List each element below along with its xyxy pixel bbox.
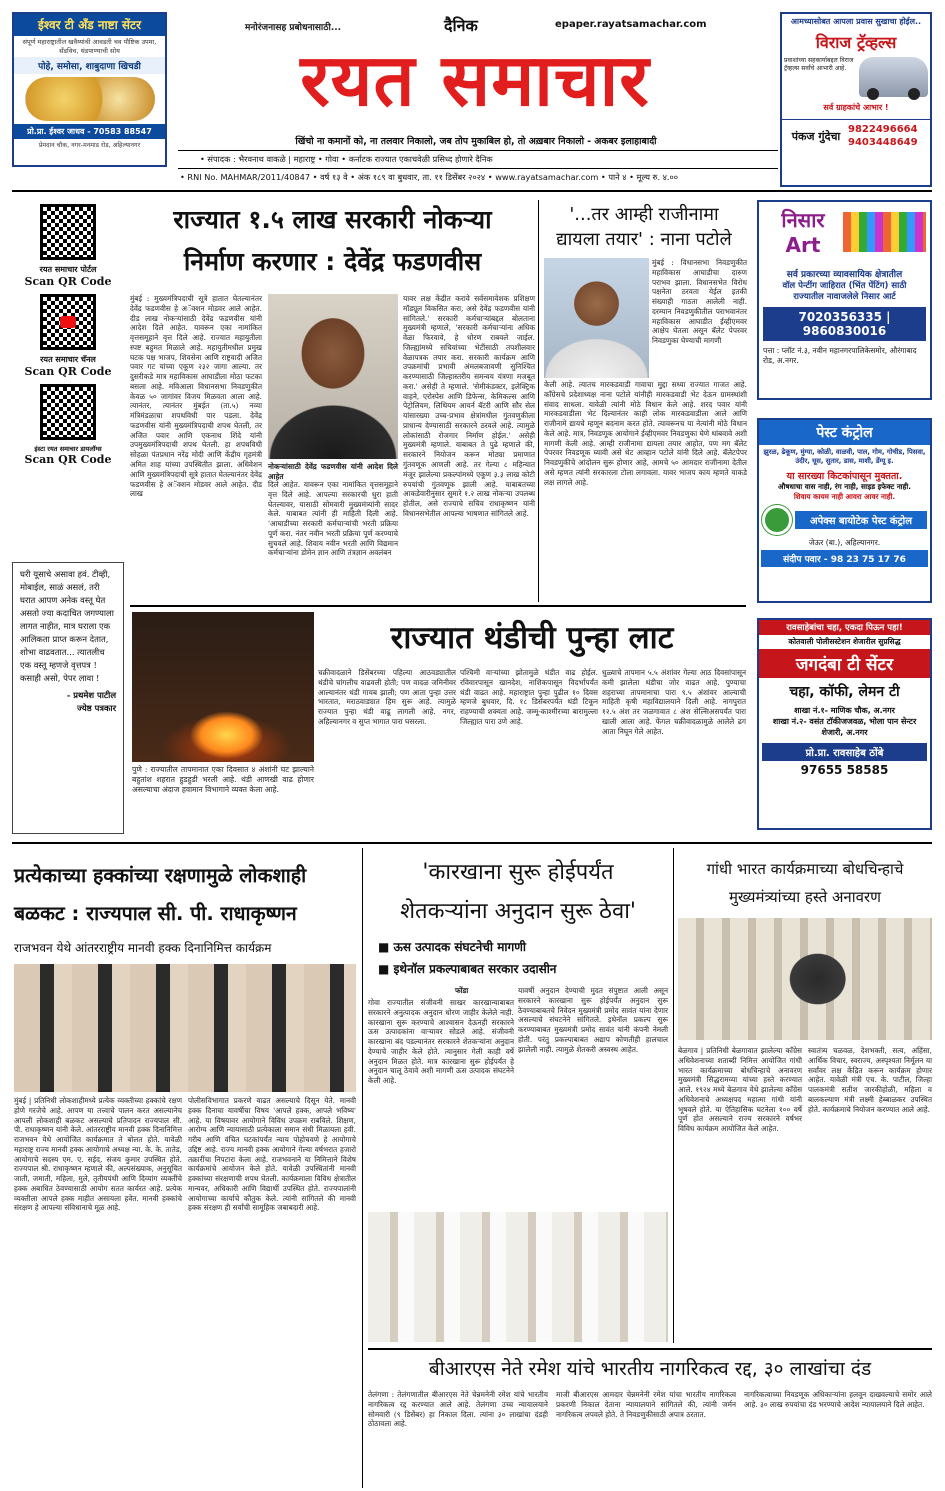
pest-control-ad[interactable] xyxy=(757,418,932,603)
left-ad-title: ईश्वर टी अँड नाष्टा सेंटर xyxy=(14,14,165,36)
masthead-daily: दैनिक xyxy=(444,16,478,35)
apex-logo-icon xyxy=(762,505,792,535)
meeting-photo xyxy=(368,1212,668,1342)
qr-code-insta[interactable] xyxy=(40,384,96,440)
nisar-phones[interactable]: 7020356335 | 9860830016 xyxy=(763,307,926,341)
story1-headline-2[interactable]: निर्माण करणार : देवेंद्र फडणवीस xyxy=(183,247,482,276)
nisar-line1: सर्व प्रकारच्या व्यावसायिक क्षेत्रातील xyxy=(786,270,903,280)
bonfire-photo xyxy=(132,612,314,762)
story2-headline-2[interactable]: द्यायला तयार' : नाना पटोले xyxy=(556,229,732,250)
masthead-title: रयत समाचार xyxy=(300,38,650,122)
qr-scan-channel: Scan QR Code xyxy=(24,365,112,378)
qr-label-portal: रयत समाचार पोर्टल xyxy=(39,265,97,274)
story4-col1: मुंबई | प्रतिनिधी लोकशाहीमध्ये प्रत्येक व्यक्तीच्या हक्कांचे रक्षण होणे गरजेचे आहे. आपण या तत्त्वाचे पालन करत असल्यानेच आपली लोकशाही बळकट असल्याचे प्रतिपादन राज्यपाल सी. पी. राधाकृष्णन यांनी केले. आंतरराष्ट्रीय मानवी हक्क दिनानिमित्त राजभवन येथे आयोजित कार्यक्रमात ते बोलत होते. यावेळी महाराष्ट्र राज्य मानवी हक्क आयोगाचे अध्यक्ष न्या. के. के. तातेड, आयोगाचे सदस्य एम. ए. सईद, संजय कुमार उपस्थित होते. राज्यपाल श्री. राधाकृष्णन म्हणाले की, अल्पसंख्याक, अनुसूचित जाती, जमाती, महिला, मुले, तृतीयपंथी आणि दिव्यांग व्यक्तींचे हक्क अबाधित ठेवण्यासाठी आयोग सतत कार्यरत आहे. प्रत्येक व्यक्तीला आपले हक्क माहीत असायला हवेत. मानवी हक्कांचे संरक्षण हे आपल्या संविधानाचे मूळ आहे. xyxy=(14,1096,182,1213)
pest-tagline: या सारख्या किटकांपासून मुक्तता. xyxy=(786,471,903,483)
fadnavis-photo xyxy=(268,294,398,459)
left-ad-food-photo xyxy=(25,77,155,121)
pest-line3: शिवाय कायम नाही आवरा आवर नाही. xyxy=(793,492,896,502)
story3-col1: चक्रीवादळाने डिसेंबरच्या पहिल्या आठवड्यातील थंडीचे चांगलीच वाढवली होती; पण वादळ जमिनीवर आल्यानंतर थंडी गायब झाली; पण आता पुन्हा उत्तर भारतात, मराठवाड्यात हिम सुरू आहे. त्यामुळे राज्यात पुन्हा थंडी वाढू लागली आहे. नगर, अहिल्यानगर व सुप्त भागात पारा घसरला. xyxy=(318,668,456,726)
story1-col3: यावर लक्ष केंद्रीत करावे सर्वसमावेशक प्रशिक्षण मॉड्यूल विकसित करा, असे देवेंद्र फडणवीस यांनी सांगितले.' सरकारी कर्मचाऱ्यांबद्दल बोलताना मुख्यमंत्री म्हणाले, 'सरकारी कर्मचाऱ्यांना अधिक वेळा फिरवावे, हे धोरण राबवले जाईल. जिल्ह्यांमध्ये सचिवांच्या भेटींसाठी तपशीलवार वेळापत्रक तयार करा. सरकारी कार्यक्रम आणि उपक्रमांची प्रभावी अंमलबजावणी सुनिश्चित करण्यासाठी जिल्हास्तरीय समन्वय यंत्रणा मजबूत करा.' असेही ते म्हणाले. 'सेमीकंडक्टर, इलेक्ट्रिक वाहने, एरोस्पेस आणि डिफेन्स, केमिकल्स आणि पेट्रोलियम, लिथियम आयर्न बॅटरी आणि सौर सेल यांसारख्या उच्च-प्रभाव क्षेत्रांमधील गुंतवणुकीला प्राधान्य देण्यासाठी सरकारने ठरवले आहे. त्यामुळे लोकांसाठी रोजगार निर्माण होईल.' असेही मुख्यमंत्री म्हणाले. याबाबत ते पुढे म्हणाले की, सरकारने नियोजन करून मोठ्या प्रमाणात गुंतवणूक आणली आहे. तर गेल्या ८ महिन्यात मंजूर झालेल्या प्रकल्पांमध्ये एकूण ३.३ लाख कोटी रुपयांची गुंतवणूक झाली आहे. याबाबतच्या आकडेवारीनुसार सुमारे १.२ लाख नोकऱ्या उपलब्ध होतील, असे राज्याचे सचिव राधाकृष्णन यांनी विधानसभेतील आपल्या भाषणात सांगितले आहे. xyxy=(403,294,535,518)
story4-headline-2[interactable]: बळकट : राज्यपाल सी. पी. राधाकृष्णन xyxy=(14,902,297,925)
story7-col2: माजी बीआरएस आमदार चेन्नमनेनी रमेश यांचा भारतीय नागरिकत्व प्रकरणी निकाल देताना न्यायालयाने सांगितले की, त्यांनी जर्मन नागरिकत्व लपवले होते. ते निवडणुकीसाठी अपात्र ठरतात. xyxy=(556,1390,736,1419)
masthead-editor-line: • संपादक : भैरवनाथ वाकळे | महाराष्ट्र • गोवा • कर्नाटक राज्यात एकाचवेळी प्रसिध्द होणारे दैनिक xyxy=(200,154,493,164)
pest-company: अपेक्स बायोटेक पेस्ट कंट्रोल xyxy=(795,511,927,529)
story5-col1: गोवा राज्यातील संजीवनी साखर कारखान्याबाबत सरकारने अनुत्पादक अनुदान धोरण जाहीर केलेले नाही. कारखाना सुरू करण्याचे आश्वासन देऊनही सरकारने ऊस उत्पादकांना वाऱ्यावर सोडले आहे. संजीवनी कारखाना बंद पडल्यानंतर सरकारने शेतकऱ्यांना अनुदान देण्याचे जाहीर केले होते. त्यानुसार गेली काही वर्षे अनुदान मिळत होते. मात्र कारखाना सुरू होईपर्यंत हे अनुदान चालू ठेवावे अशी मागणी ऊस उत्पादक संघटनेने केली आहे. xyxy=(368,998,514,1086)
right-ad-person: पंकज गुंदेचा xyxy=(791,129,841,143)
tea-items: चहा, कॉफी, लेमन टी xyxy=(789,684,900,700)
tea-owner: प्रो.प्रा. रावसाहेब ठोंबे xyxy=(762,743,927,761)
nisar-address: पत्ता : प्लॉट नं.३, नवीन महानगरपालिकेसमोर, औरंगाबाद रोड, अ.नगर. xyxy=(763,346,917,365)
youtube-icon xyxy=(60,316,76,328)
left-ad-address: प्रेमदान चौक, नगर-मनमाड रोड, अहिल्यानगर xyxy=(38,142,141,150)
story5-headline-2[interactable]: शेतकऱ्यांना अनुदान सुरू ठेवा' xyxy=(400,899,636,924)
nisar-line3: राज्यातील नावाजलेले निसार आर्ट xyxy=(793,292,896,302)
masthead-tagline: मनोरंजनासह प्रबोधनासाठी... xyxy=(245,23,342,33)
left-ad-desc: संपूर्ण महाराष्ट्रातील खवैय्यांची आवडती चव पौष्टिक उपमा, सँडविच, थंडपाण्याची सोय xyxy=(22,38,157,55)
tea-branch2: शाखा नं.२- वसंत टॉकीजजवळ, भोला पान सेन्टर शेजारी, अ.नगर xyxy=(772,717,917,737)
tea-branch1: शाखा नं.१- माणिक चौक, अ.नगर xyxy=(794,706,895,715)
right-ad-name: विराज ट्रॅव्हल्स xyxy=(815,33,897,52)
story3-col2: पश्चिमी वाऱ्यांच्या झोतामुळे थंडीत वाढ होईल. रविवारपासून खानदेश, नाशिकपासून विदर्भापर्यंत थंडी वाढत आहे. महाराष्ट्रात पुन्हा पुढील १० दिवस म्हणजे बुधवार, दि. १८ डिसेंबरपर्यंत थंडी टिकून राहण्याची शक्यता आहे. जम्मू-काश्मीरच्या बारामुल्ला जिल्ह्यात पारा उणे आहे. xyxy=(460,668,598,726)
qr-column xyxy=(12,200,124,550)
pest-address: जेऊर (बा.), अहिल्यानगर. xyxy=(808,538,881,548)
story5-label: फोंडा xyxy=(455,986,469,995)
story5-bullet-2-text: इथेनॉल प्रकल्पाबाबत सरकार उदासीन xyxy=(393,962,557,976)
masthead-info-line: • RNI No. MAHMAR/2011/40847 • वर्ष १३ वे • अंक १८९ वा बुधवार, ता. ११ डिसेंबर २०२४ • www.rayatsamachar.com • पाने ४ • मूल्य रु. ४.०० xyxy=(180,172,679,182)
editorial-author: - प्रथमेश पाटील xyxy=(66,690,116,701)
tea-top: रावसाहेबांचा चहा, एकदा पिऊन पहा! xyxy=(759,620,930,635)
editorial-text: घरी यूसाचे असावा हवं. टीव्ही, मोबाईल, साळं असलं, तरी घरात आपण अनेक वस्तू घेत असतो ज्या कदाचित जगण्याला लागत नाहीत, मात्र घराला एक आलिकता प्राप्त करून देतात, शोभा वाढवतात... त्यातलीच एक वस्तू म्हणजे वृत्तपत्र ! कसाही असो, पेपर लावा ! xyxy=(20,569,114,684)
story5-col2: यावर्षी अनुदान देण्याची मुदत संपुष्टात आली असून सरकारने कारखाना सुरू होईपर्यंत अनुदान सुरू ठेवण्याबाबतचे निवेदन मुख्यमंत्री प्रमोद सावंत यांना देणार असल्याचे संघटनेने सांगितले. इथेनॉल प्रकल्प सुरू करण्याबाबत मुख्यमंत्री प्रमोद सावंत यांनी कंपनी नेमली होती. परंतु प्रकल्पाबाबत अद्याप कोणतीही हालचाल झालेली नाही. त्यामुळे शेतकरी अस्वस्थ आहेत. xyxy=(518,986,668,1054)
story4-col2: पोलीसविभागात प्रकरणे वाढत असल्याचे दिसून येते. मानवी हक्क दिनाचा यावर्षीचा विषय 'आपले हक्क, आपले भविष्य' आहे. या विषयावर आयोगाने विविध उपक्रम राबविले. शिक्षण, आरोग्य आणि न्यायासाठी प्रत्येकाला समान संधी मिळायला हवी. गरीब आणि वंचित घटकांपर्यंत न्याय पोहोचवणे हे आयोगाचे उद्दिष्ट आहे. राज्य मानवी हक्क आयोगाने गेल्या वर्षभरात हजारो तक्रारींचा निपटारा केला आहे. राजभवनाने या निमित्ताने विशेष कार्यक्रमांचे आयोजन केले होते. यावेळी उपस्थितांनी मानवी हक्कांच्या संरक्षणाची शपथ घेतली. कार्यक्रमाला विविध क्षेत्रातील मान्यवर, अधिकारी आणि विद्यार्थी उपस्थित होते. राज्यपालांनी आयोगाच्या कार्याचे कौतुक केले. त्यांनी सांगितले की मानवी हक्क संरक्षण ही सर्वांची सामूहिक जबाबदारी आहे. xyxy=(188,1096,356,1213)
story2-headline-1[interactable]: '...तर आम्ही राजीनामा xyxy=(569,204,719,225)
story6-col2: स्वातंत्र्य चळवळ, देशभक्ती, सत्य, अहिंसा, आर्थिक विचार, स्वराज्य, अस्पृश्यता निर्मूलन या सर्वांवर लक्ष केंद्रित करून कार्यक्रम होणार आहेत. यावेळी मंत्री एच. के. पाटील, जिल्हा पालकमंत्री सतीश जारकीहोळी, महिला व बालकल्याण मंत्री लक्ष्मी हेब्बाळकर उपस्थित होते. कार्यक्रमाचे नियोजन करण्यात आले आहे. xyxy=(808,1046,932,1114)
story3-headline[interactable]: राज्यात थंडीची पुन्हा लाट xyxy=(390,620,674,656)
nisar-brand: निसार Art xyxy=(781,208,825,257)
story6-headline-1[interactable]: गांधी भारत कार्यक्रमाच्या बोधचिन्हाचे xyxy=(706,860,904,878)
pest-title: पेस्ट कंट्रोल xyxy=(759,420,930,445)
qr-scan-portal: Scan QR Code xyxy=(24,275,112,288)
nisar-art-ad[interactable] xyxy=(757,200,932,400)
qr-code-channel[interactable] xyxy=(40,294,96,350)
story5-headline-1[interactable]: 'कारखाना सुरू होईपर्यंत xyxy=(422,860,614,885)
patole-photo xyxy=(544,258,649,378)
gandhi-logo-photo xyxy=(678,918,932,1040)
tea-name: जगदंबा टी सेंटर xyxy=(759,649,930,678)
story1-col2: दिले आहेत. यावरून एका नामांकित वृत्तसमूहाने वृत्त दिले आहे. आपल्या सरकारची धुरा हाती घेतल्यावर, यासाठी सोमवारी मुख्यमंत्र्यांनी सादर केले. याबाबत त्यांनी ही माहिती दिली आहे. 'आघाडीच्या सरकारी कर्मचाऱ्यांची भरती प्रक्रिया पूर्ण करा. नंतर नवीन भरती प्रक्रिया पूर्ण करण्याचे सुचवले आहे. शिवाय नवीन भरती आणि विद्यमान कर्मचाऱ्यांना डोमेन ज्ञान आणि तंत्रज्ञान अवलंबन xyxy=(268,480,398,558)
story1-headline-1[interactable]: राज्यात १.५ लाख सरकारी नोकऱ्या xyxy=(173,205,492,234)
masthead-url[interactable]: epaper.rayatsamachar.com xyxy=(555,19,707,30)
left-ad-items: पोहे, समोसा, शाबुदाणा खिचडी xyxy=(14,57,165,74)
story3-col3: धुळ्याचे तापमान ५.५ अंशांवर गेल्या आठ दिवसांपासून कमी झालेला थंडीचा जोर वाढत आहे. पुण्याचा शहराच्या तापमानाचा पारा ९.५ अंशांवर आल्याची माहिती कृषी महाविद्यालयाने दिली आहे. नागपुरात १२.५ अंश तर जळगावात ८ अंश सेल्सिअसपर्यंत पारा खाली आला आहे. फेंगल चक्रीवादळामुळे आलेले ढग आता निघून गेले आहेत. xyxy=(602,668,746,736)
right-ad-top: आमच्यासोबत आपला प्रवास सुखाचा होईल.. xyxy=(790,17,922,26)
right-ad-phone1[interactable]: 9822496664 xyxy=(848,124,918,135)
right-ad-phone2[interactable]: 9403448649 xyxy=(848,137,918,148)
left-ad-contact: प्रो.प्रा. ईश्वर जाधव - 70583 88547 xyxy=(14,124,165,139)
masthead-quote: खिंचो ना कमानों को, ना तलवार निकालो, जब तोप मुकाबिल हो, तो अख़बार निकालो - अकबर इलाहाबादी xyxy=(295,136,657,147)
pest-list: झुरळ, ढेकूण, मुंग्या, कोळी, वाळवी, पाल, गोम, गोचीड, पिसवा, उंदीर, घूस, सुतार, डास, माशी, डेंग्यू इ. xyxy=(763,448,926,466)
governor-event-photo xyxy=(14,964,356,1092)
color-stripes xyxy=(843,212,926,252)
story7-col1: तेलंगणा : तेलंगणातील बीआरएस नेते चेन्नमनेनी रमेश यांचे भारतीय नागरिकत्व रद्द करण्यात आले आहे. तेलंगणा उच्च न्यायालयाने सोमवारी (९ डिसेंबर) हा निकाल दिला. त्यांना ३० लाखांचा दंडही ठोठावला आहे. xyxy=(368,1390,548,1429)
cold-caption: पुणे : राज्यातील तापमानात एका दिवसात ४ अंशांनी घट झाल्याने बहुतांश शहरात हुडहुडी भरली आहे. थंडी आणखी वाढ होणार असल्याचा अंदाज हवामान विभागाने व्यक्त केला आहे. xyxy=(132,765,314,795)
qr-label-channel: रयत समाचार चॅनल xyxy=(40,355,96,364)
story2-col1: मुंबई : विधानसभा निवडणुकीत महाविकास आघाडीचा दारुण पराभव झाला. विधानसभेत विरोध पक्षनेता ठरवता येईल इतकी संख्याही गाठता आलेली नाही. दरम्यान निवडणुकीतील पराभवानंतर महाविकास आघाडीत ईव्हीएमवर आक्षेप घेतला असून बॅलेट पेपरवर निवडणुका घेण्याची मागणी xyxy=(652,258,747,346)
story5-bullet-2: ■ इथेनॉल प्रकल्पाबाबत सरकार उदासीन xyxy=(378,962,557,976)
editorial-box xyxy=(12,562,124,834)
qr-label-insta: इंस्टा रयत समाचार डायलॉग्स xyxy=(34,445,102,453)
story7-headline[interactable]: बीआरएस नेते रमेश यांचे भारतीय नागरिकत्व रद्द, ३० लाखांचा दंड xyxy=(428,1358,872,1380)
tea-phone[interactable]: 97655 58585 xyxy=(800,763,889,777)
right-ad-desc: प्रवाशांच्या सहकार्याबद्दल विराज ट्रॅव्हल्स सर्वांचे आभारी आहे. xyxy=(784,57,854,73)
right-ad[interactable] xyxy=(780,12,932,187)
jagdamba-tea-ad[interactable] xyxy=(757,618,932,830)
qr-code-portal[interactable] xyxy=(40,204,96,260)
tea-sub: कोतवाली पोलीसस्टेशन शेजारील सुप्रसिद्ध xyxy=(788,637,901,646)
editorial-role: ज्येष्ठ पत्रकार xyxy=(77,703,116,714)
pest-contact[interactable]: संदीप पवार - 98 23 75 17 76 xyxy=(761,550,928,567)
story1-col1: मुंबई : मुख्यमंत्रिपदाची सूत्रे हातात घेतल्यानंतर देवेंद्र फडणवीस हे अॅक्शन मोडवर आले आहेत. दीड लाख नोकऱ्यांसाठी देवेंद्र फडणवीस यांनी आदेश दिले आहेत. यावरून एका नामांकित वृत्तसमूहाने वृत्त दिले आहे. राज्यात महायुतीला स्पष्ट बहुमत मिळाले आहे. महायुतीमधील प्रमुख घटक पक्ष भाजप, शिवसेना आणि राष्ट्रवादी अजित पवार गट यांच्या एकूण २३२ जागा आल्या. तर दुसरीकडे मात्र महाविकास आघाडीला मोठा फटका बसला आहे. मविआला विधानसभा निवडणुकीत केवळ ५० जागांवर विजय मिळवता आला आहे. त्यानंतर, त्यानंतर मुंबईत (ता.५) नव्या मंत्रिमंडळाचा शपथविधी पार पडला. देवेंद्र फडणवीस यांनी मुख्यमंत्रिपदाची शपथ घेतली, तर अजित पवार आणि एकनाथ शिंदे यांनी उपमुख्यमंत्रिपदाची शपथ घेतली. हा शपथविधी सोहळा पंतप्रधान नरेंद्र मोदी आणि केंद्रीय गृहमंत्री अमित शाह यांच्या उपस्थितीत झाला. अधिवेशन आणि मुख्यमंत्रिपदाची सूत्रे हातात घेतल्यानंतर देवेंद्र फडणवीस हे अॅक्शन मोडवर आले आहेत. दीड लाख xyxy=(130,294,262,499)
story4-subheadline: राजभवन येथे आंतरराष्ट्रीय मानवी हक्क दिनानिमित्त कार्यक्रम xyxy=(14,941,272,955)
story5-bullet-1-text: ऊस उत्पादक संघटनेची मागणी xyxy=(393,940,527,954)
story4-headline-1[interactable]: प्रत्येकाच्या हक्कांच्या रक्षणामुळे लोकशाही xyxy=(14,864,307,887)
nisar-line2: वॉल पेन्टींग जाहिरात (भिंत पेंटिंग) साठी xyxy=(782,281,907,291)
story2-col2: केली आहे. त्यातच मारकडवाडी गावाचा मुद्दा सध्या राज्यात गाजत आहे. काँग्रेसचे प्रदेशाध्यक्ष नाना पटोले यांनीही मारकडवाडी भेट देऊन ग्रामस्थांशी संवाद साधला. यावेळी त्यांनी मोठे विधान केले आहे. शरद पवार यांनी मारकडवाडीला भेट दिल्यानंतर काही लोक मारकडवाडीला आले आणि राजीनामे द्यायचे म्हणून बदनाम करत होते. त्यावरूनच या नेत्यांनी मोठे विधान केले आहे. मात्र, निवडणूक आयोगाने ईव्हीएमवर निवडणुका घेणे थांबवावे अशी मागणी केली आहे. आम्ही राजीनामा द्यायला तयार आहोत, पण मग बॅलेट पेपरवर निवडणूक घ्यावी असे थेट आव्हान पटोले यांनी दिले आहे. बॅलेटपेपर निवडणुकीचे आंदोलन सुरू होणार आहे, आमचे ५० आमदार राजीनामा देतील असे म्हणत त्यांनी सरकारला टोला लगावला. यावर भाजप काय म्हणते याकडे लक्ष लागले आहे. xyxy=(544,380,747,487)
pest-line2: औषधाचा वास नाही, रंग नाही, साइड इफेक्ट नाही. xyxy=(778,482,911,492)
left-ad[interactable] xyxy=(12,12,167,167)
story5-bullet-1: ■ ऊस उत्पादक संघटनेची मागणी xyxy=(378,940,527,954)
right-ad-thanks: सर्व ग्राहकांचे आभार ! xyxy=(823,103,889,112)
story6-col1: बेळगाव | प्रतिनिधी बेळगावात झालेल्या काँग्रेस अधिवेशनाच्या शताब्दी निमित्त आयोजित गांधी भारत कार्यक्रमाच्या बोधचिन्हाचे अनावरण मुख्यमंत्री सिद्धरामय्या यांच्या हस्ते करण्यात आले. १९२४ मध्ये बेळगाव येथे झालेल्या काँग्रेस अधिवेशनाचे अध्यक्षपद महात्मा गांधी यांनी भूषवले होते. या ऐतिहासिक घटनेला १०० वर्षे पूर्ण होत असल्याने राज्य सरकारने वर्षभर विविध कार्यक्रम आयोजित केले आहेत. xyxy=(678,1046,802,1134)
fadnavis-caption: नोकऱ्यांसाठी देवेंद्र फडणवीस यांनी आदेश दिले आहेत xyxy=(268,462,398,481)
story7-col3: नागरिकत्वाच्या निवडणूक अधिकाऱ्यांना हलवून दाखवल्याचे समोर आले आहे. ३० लाख रुपयांचा दंड भरण्याचे आदेश न्यायालयाने दिले आहेत. xyxy=(744,1390,932,1409)
qr-scan-insta: Scan QR Code xyxy=(24,453,112,466)
story6-headline-2[interactable]: मुख्यमंत्र्यांच्या हस्ते अनावरण xyxy=(729,888,881,906)
car-image xyxy=(859,57,929,97)
